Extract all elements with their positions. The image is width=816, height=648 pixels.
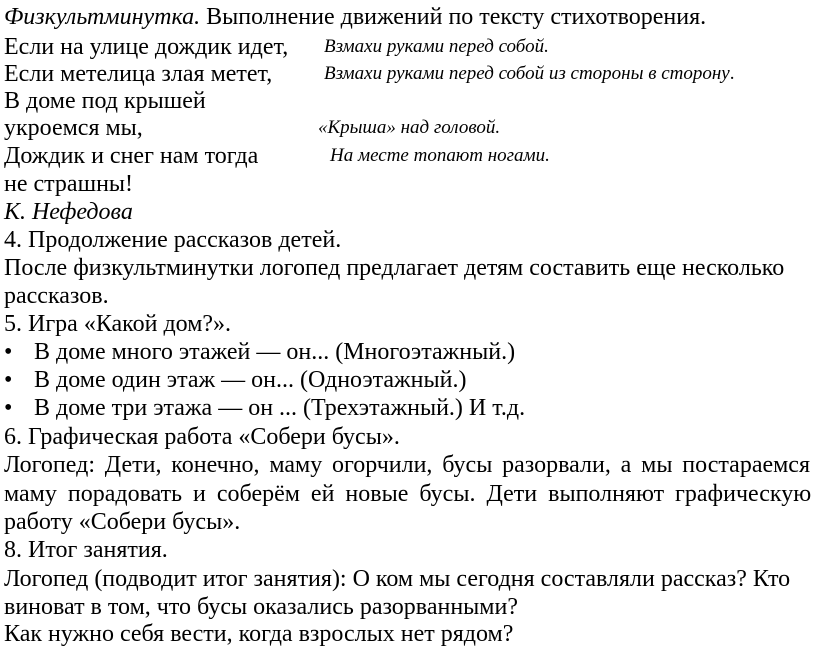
section5-heading: 5. Игра «Какой дом?». [4, 311, 232, 337]
poem-line-6: не страшны! [4, 171, 134, 197]
bullet-3: В доме три этажа — он ... (Трехэтажный.) И т.д. [34, 395, 526, 421]
bullet-2: В доме один этаж — он... (Одноэтажный.) [34, 367, 467, 393]
section4-text-2: рассказов. [4, 283, 109, 309]
section6-line-1: Логопед: Дети, конечно, маму огорчили, бусы разорвали, а мы постараемся [4, 452, 810, 478]
bullet-1: В доме много этажей — он... (Многоэтажный.) [34, 339, 516, 365]
poem-author: К. Нефедова [4, 199, 133, 225]
fizkultminutka-heading [4, 3, 706, 31]
bullet-1-marker: • [4, 339, 13, 365]
bullet-3-marker: • [4, 395, 13, 421]
poem-action-2-text: Взмахи руками перед собой из стороны в сторону [324, 63, 730, 84]
poem-line-5: Дождик и снег нам тогда [4, 143, 259, 169]
poem-action-2-period: . [729, 63, 735, 84]
section6-line-3: работу «Собери бусы». [4, 509, 241, 535]
poem-line-2: Если метелица злая метет, [4, 61, 273, 87]
section6-heading: 6. Графическая работа «Собери бусы». [4, 424, 400, 450]
section8-line-1: Логопед (подводит итог занятия): О ком мы сегодня составляли рассказ? Кто [4, 566, 791, 592]
poem-line-4: укроемся мы, [4, 115, 143, 141]
section8-line-2: виноват в том, что бусы оказались разорванными? [4, 594, 518, 620]
bullet-2-marker: • [4, 367, 13, 393]
poem-action-4: «Крыша» над головой. [318, 117, 501, 138]
section8-heading: 8. Итог занятия. [4, 537, 168, 563]
section8-line-3: Как нужно себя вести, когда взрослых нет рядом? [4, 621, 514, 647]
heading-italic: Физкультминутка. [4, 4, 201, 30]
section6-line-2: маму порадовать и соберём ей новые бусы. Дети выполняют графическую [4, 481, 812, 507]
poem-action-5: На месте топают ногами. [330, 145, 550, 166]
poem-line-3: В доме под крышей [4, 88, 206, 114]
poem-line-1: Если на улице дождик идет, [4, 34, 289, 60]
section4-text-1: После физкультминутки логопед предлагает детям составить еще несколько [4, 255, 785, 281]
heading-rest: Выполнение движений по тексту стихотворения. [200, 4, 707, 30]
section4-heading: 4. Продолжение рассказов детей. [4, 227, 342, 253]
poem-action-1: Взмахи руками перед собой. [324, 36, 549, 57]
poem-action-2 [324, 60, 734, 88]
